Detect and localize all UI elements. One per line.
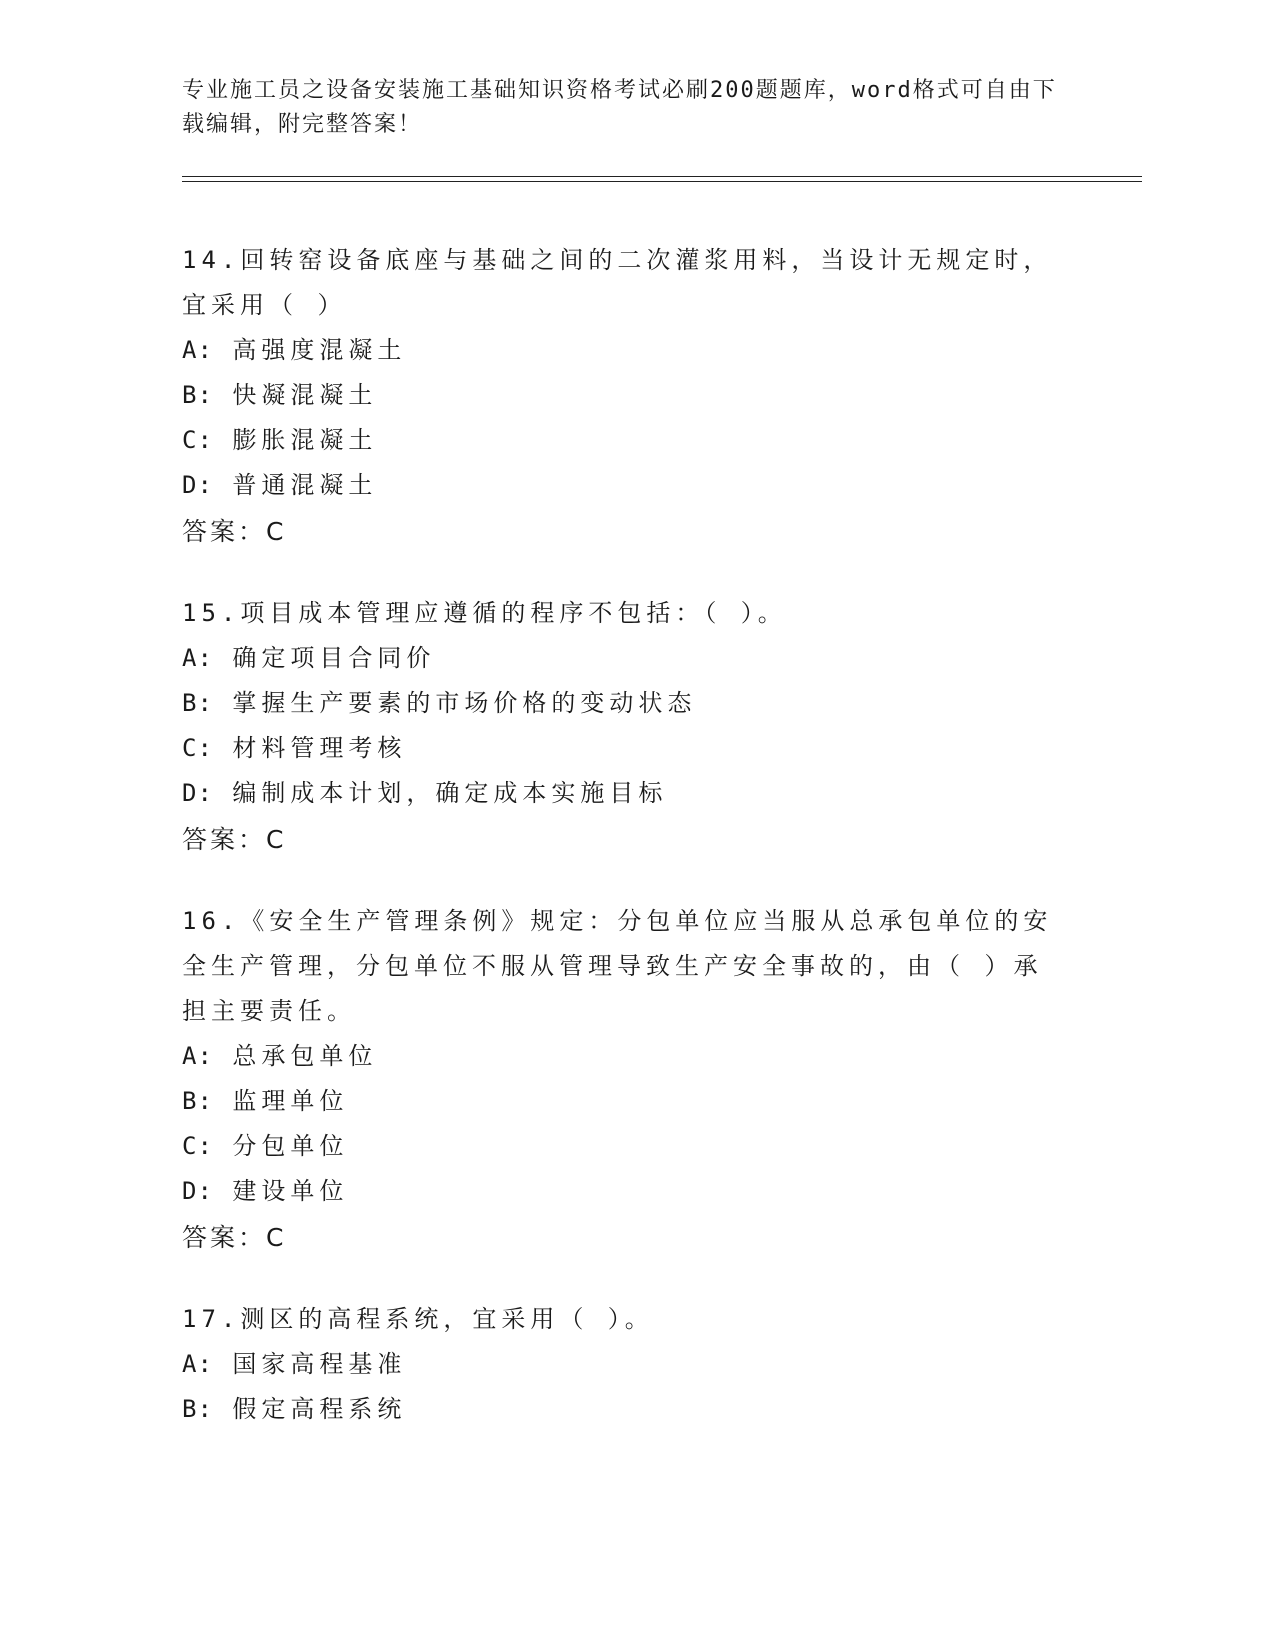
option-letter: C: [182, 426, 213, 454]
option-b [182, 1079, 1062, 1124]
option-letter: B: [182, 1395, 213, 1423]
option-a [182, 328, 1062, 373]
option-c [182, 726, 1062, 771]
option-letter: C: [182, 1132, 213, 1160]
answer-line: 答案：C [182, 517, 287, 546]
option-d [182, 771, 1062, 816]
question-list [182, 238, 1062, 1468]
option-text: 假定高程系统 [232, 1395, 407, 1423]
option-letter: D: [182, 779, 213, 807]
question-15 [182, 591, 1062, 863]
option-a [182, 1034, 1062, 1079]
answer-line: 答案：C [182, 1223, 287, 1252]
question-text: 16.《安全生产管理条例》规定：分包单位应当服从总承包单位的安全生产管理，分包单位不服从管理导致生产安全事故的，由（ ）承担主要责任。 [182, 907, 1053, 1025]
question-text: 14.回转窑设备底座与基础之间的二次灌浆用料，当设计无规定时，宜采用（ ） [182, 246, 1053, 319]
option-text: 监理单位 [232, 1087, 349, 1115]
option-text: 快凝混凝土 [232, 381, 378, 409]
option-text: 普通混凝土 [232, 471, 378, 499]
option-a [182, 636, 1062, 681]
question-16 [182, 899, 1062, 1261]
question-text: 17.测区的高程系统，宜采用（ ）。 [182, 1305, 654, 1333]
option-text: 分包单位 [232, 1132, 349, 1160]
option-letter: C: [182, 734, 213, 762]
question-14 [182, 238, 1062, 555]
option-text: 掌握生产要素的市场价格的变动状态 [232, 689, 697, 717]
option-letter: D: [182, 1177, 213, 1205]
option-b [182, 681, 1062, 726]
option-text: 总承包单位 [232, 1042, 378, 1070]
answer-line: 答案：C [182, 825, 287, 854]
option-letter: A: [182, 336, 213, 364]
option-letter: A: [182, 1350, 213, 1378]
option-text: 国家高程基准 [232, 1350, 407, 1378]
document-intro: 专业施工员之设备安装施工基础知识资格考试必刷200题题库，word格式可自由下载编辑，附完整答案！ [182, 78, 1057, 137]
option-letter: D: [182, 471, 213, 499]
option-letter: A: [182, 644, 213, 672]
option-a [182, 1342, 1062, 1387]
question-17 [182, 1297, 1062, 1432]
option-d [182, 463, 1062, 508]
option-text: 高强度混凝土 [232, 336, 407, 364]
option-letter: B: [182, 689, 213, 717]
option-d [182, 1169, 1062, 1214]
option-text: 建设单位 [232, 1177, 349, 1205]
question-text: 15.项目成本管理应遵循的程序不包括：（ ）。 [182, 599, 787, 627]
option-c [182, 418, 1062, 463]
option-c [182, 1124, 1062, 1169]
option-text: 确定项目合同价 [232, 644, 436, 672]
option-letter: A: [182, 1042, 213, 1070]
option-letter: B: [182, 1087, 213, 1115]
header-divider-top [182, 176, 1142, 177]
option-text: 膨胀混凝土 [232, 426, 378, 454]
option-text: 编制成本计划，确定成本实施目标 [232, 779, 668, 807]
option-text: 材料管理考核 [232, 734, 407, 762]
option-letter: B: [182, 381, 213, 409]
header-divider-bottom [182, 181, 1142, 182]
option-b [182, 1387, 1062, 1432]
option-b [182, 373, 1062, 418]
